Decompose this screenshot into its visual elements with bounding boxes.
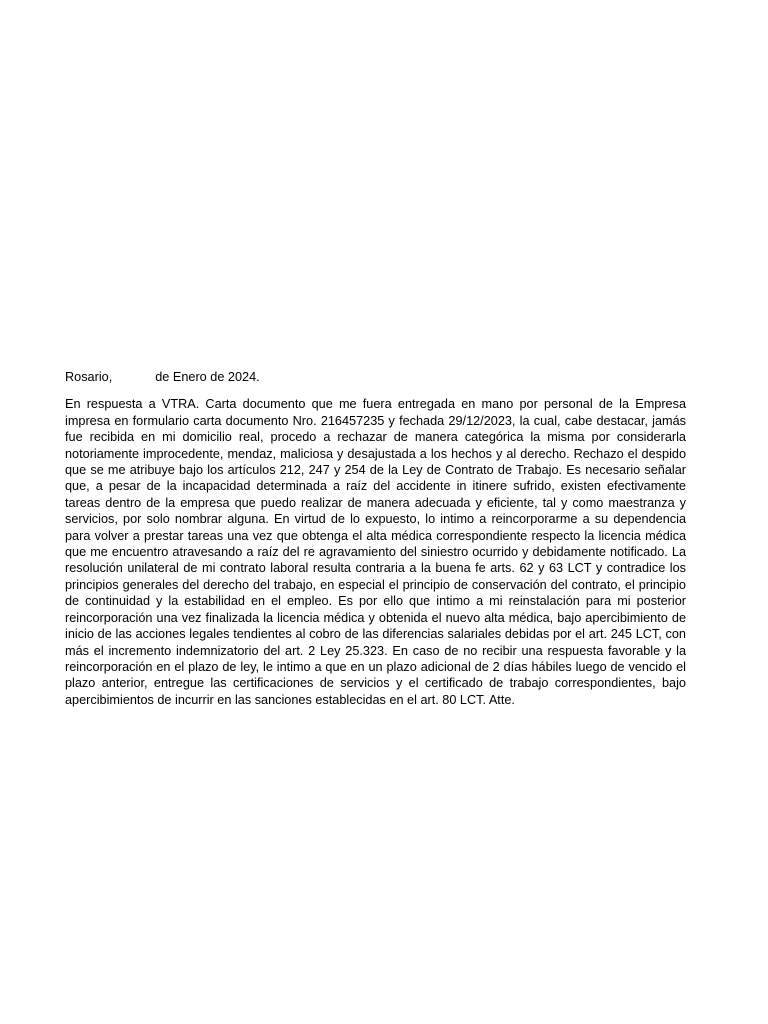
letter-place: Rosario,: [65, 370, 113, 384]
letter-date: de Enero de 2024.: [155, 370, 260, 384]
letter-body: En respuesta a VTRA. Carta documento que me fuera entregada en mano por personal de la Empresa impresa en formulario carta documento Nro. 216457235 y fechada 29/12/2023, la cual, cabe destacar, jamás fue recibida en mi domicilio real, procedo a rechazar de manera categórica la misma por considerarla notoriamente improcedente, mendaz, maliciosa y desajustada a los hechos y al derecho. Rechazo el despido que se me atribuye bajo los artículos 212, 247 y 254 de la Ley de Contrato de Trabajo. Es necesario señalar que, a pesar de la incapacidad determinada a raíz del accidente in itinere sufrido, existen efectivamente tareas dentro de la empresa que puedo realizar de manera adecuada y eficiente, tal y como maestranza y servicios, por solo nombrar alguna. En virtud de lo expuesto, lo intimo a reincorporarme a su dependencia para volver a prestar tareas una vez que obtenga el alta médica correspondiente respecto la licencia médica que me encuentro atravesando a raíz del re agravamiento del siniestro ocurrido y debidamente notificado. La resolución unilateral de mi contrato laboral resulta contraria a la buena fe arts. 62 y 63 LCT y contradice los principios generales del derecho del trabajo, en especial el principio de conservación del contrato, el principio de continuidad y la estabilidad en el empleo. Es por ello que intimo a mi reinstalación para mi posterior reincorporación una vez finalizada la licencia médica y obtenida el nuevo alta médica, bajo apercibimiento de inicio de las acciones legales tendientes al cobro de las diferencias salariales debidas por el art. 245 LCT, con más el incremento indemnizatorio del art. 2 Ley 25.323. En caso de no recibir una respuesta favorable y la reincorporación en el plazo de ley, le intimo a que en un plazo adicional de 2 días hábiles luego de vencido el plazo anterior, entregue las certificaciones de servicios y el certificado de trabajo correspondientes, bajo apercibimientos de incurrir en las sanciones establecidas en el art. 80 LCT. Atte.: [65, 397, 686, 707]
letter: [65, 369, 686, 708]
date-line: [65, 369, 686, 385]
